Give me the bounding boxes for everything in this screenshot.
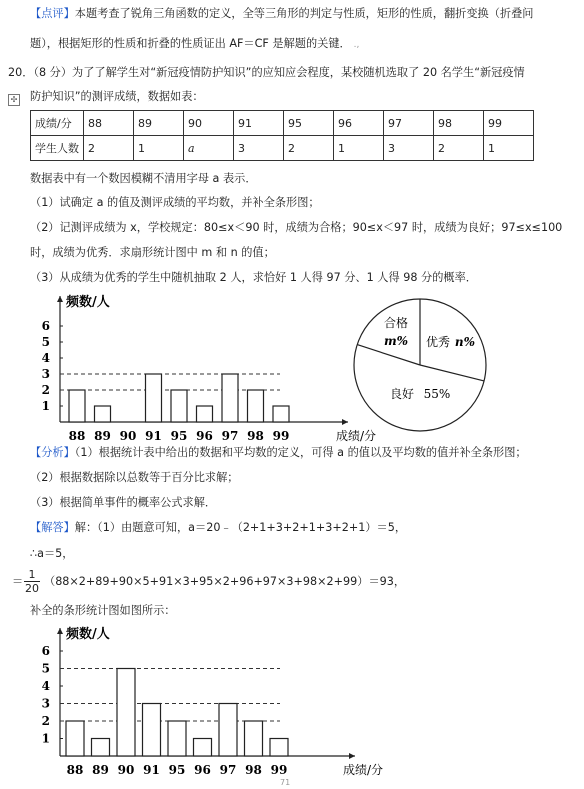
bar (92, 739, 110, 757)
question-part-3: （3）从成绩为优秀的学生中随机抽取 2 人，求恰好 1 人得 97 分、1 人得 98 分的概率． (30, 271, 477, 284)
x-axis-arrow (349, 753, 355, 759)
bar (194, 739, 212, 757)
fraction-numerator: 1 (28, 568, 36, 581)
review-text-2: 题），根据矩形的性质和折叠的性质证出 AF＝CF 是解题的关键． (30, 37, 351, 50)
table-cell: a (184, 136, 234, 161)
bar (222, 374, 238, 422)
question-line-2: 防护知识”的测评成绩，数据如表： (30, 90, 204, 103)
x-tick-label: 98 (247, 429, 264, 443)
x-axis-arrow (342, 419, 348, 425)
bar (69, 390, 85, 422)
table-cell: 97 (384, 111, 434, 136)
y-tick-label: 2 (41, 383, 50, 397)
table-cell: 98 (434, 111, 484, 136)
analysis-line-2: （2）根据数据除以总数等于百分比求解； (30, 471, 239, 484)
bar (273, 406, 289, 422)
page-number: 71 (280, 778, 291, 787)
bar (171, 390, 187, 422)
x-tick-label: 99 (270, 763, 288, 777)
bar (245, 721, 263, 756)
x-tick-label: 98 (245, 763, 262, 777)
bar (143, 704, 161, 757)
y-axis-label: 频数/人 (66, 295, 110, 310)
x-tick-label: 88 (68, 429, 86, 443)
analysis-line-3: （3）根据简单事件的概率公式求解． (30, 496, 217, 509)
solution-line-4: 补全的条形统计图如图所示： (30, 604, 176, 617)
question-note: 数据表中有一个数因模糊不清用字母 a 表示． (30, 172, 257, 185)
solution-line-1 (30, 520, 406, 536)
question-part-1: （1）试确定 a 的值及测评成绩的平均数，并补全条形图； (30, 196, 320, 209)
x-tick-label: 95 (168, 763, 186, 777)
y-axis-arrow (57, 296, 63, 302)
bar (248, 390, 264, 422)
bar (117, 669, 135, 757)
table-row (31, 111, 534, 136)
solution-text-1: 解：（1）由题意可知，a＝20﹣（2+1+3+2+1+3+2+1）＝5， (74, 521, 407, 534)
table-cell: 95 (284, 111, 334, 136)
review-line-1 (30, 6, 533, 22)
y-tick-label: 2 (41, 714, 50, 728)
fraction-denominator: 20 (25, 582, 39, 595)
table-cell: 91 (234, 111, 284, 136)
table-cell: 2 (284, 136, 334, 161)
solution-line-2: ∴a＝5， (30, 547, 74, 560)
table-cell: 99 (484, 111, 534, 136)
y-tick-label: 6 (41, 319, 50, 333)
table-move-handle-icon[interactable]: ✣ (8, 94, 20, 106)
analysis-line-1 (30, 445, 527, 461)
y-axis-arrow (57, 628, 63, 634)
table-cell: 学生人数 (31, 136, 84, 161)
x-tick-label: 89 (92, 763, 109, 777)
table-cell: 2 (434, 136, 484, 161)
pie-value-good: 55% (423, 387, 451, 401)
y-tick-label: 1 (41, 731, 50, 746)
table-cell: 1 (134, 136, 184, 161)
score-table (30, 110, 534, 161)
x-tick-label: 96 (194, 763, 211, 777)
table-cell: 96 (334, 111, 384, 136)
y-tick-label: 3 (41, 696, 50, 711)
analysis-text-1: （1）根据统计表中给出的数据和平均数的定义，可得 a 的值以及平均数的值并补全条形图； (74, 446, 527, 459)
x-tick-label: 97 (221, 429, 239, 443)
x-tick-label: 96 (196, 429, 213, 443)
review-line-2: 题），根据矩形的性质和折叠的性质证出 AF＝CF 是解题的关键． ., (30, 37, 360, 50)
review-tag: 【点评】 (30, 7, 75, 20)
table-cell: 3 (384, 136, 434, 161)
table-cell: 88 (84, 111, 134, 136)
x-tick-label: 90 (119, 429, 137, 443)
question-part-2-line-2: 时，成绩为优秀．求扇形统计图中 m 和 n 的值； (30, 246, 275, 259)
fraction (24, 568, 40, 595)
x-tick-label: 91 (145, 429, 162, 443)
table-cell: 89 (134, 111, 184, 136)
y-tick-label: 6 (41, 644, 50, 658)
bar (95, 406, 111, 422)
y-tick-label: 1 (41, 399, 50, 413)
pie-label-pass: 合格 (383, 316, 409, 330)
table-cell: 90 (184, 111, 234, 136)
y-tick-label: 3 (41, 367, 50, 381)
y-tick-label: 4 (41, 351, 50, 365)
x-tick-label: 95 (170, 429, 188, 443)
bar-chart-question (30, 288, 377, 448)
pie-chart (350, 295, 495, 435)
y-tick-label: 5 (41, 335, 50, 349)
bar (219, 704, 237, 757)
x-tick-label: 88 (66, 763, 84, 777)
pie-label-excellent: 优秀 (425, 335, 451, 349)
table-cell: 1 (334, 136, 384, 161)
pie-label-good: 良好 (389, 387, 415, 401)
table-row (31, 136, 534, 161)
x-axis-label: 成绩/分 (343, 763, 384, 777)
table-cell: 3 (234, 136, 284, 161)
question-part-2-line-1: （2）记测评成绩为 x，学校规定：80≤x＜90 时，成绩为合格；90≤x＜97 时，成绩为良好；97≤x≤100 (30, 221, 563, 234)
x-tick-label: 89 (94, 429, 111, 443)
bar (66, 721, 84, 756)
bar-chart-completed (30, 620, 384, 780)
solution-tag: 【解答】 (30, 521, 75, 534)
x-axis-label: 成绩/分 (336, 429, 377, 443)
bar (270, 739, 288, 757)
bar (146, 374, 162, 422)
x-tick-label: 91 (143, 763, 160, 777)
table-cell: 1 (484, 136, 534, 161)
pie-value-excellent: n% (454, 335, 476, 349)
question-line-1: 20．（8 分）为了了解学生对“新冠疫情防护知识”的应知应会程度，某校随机选取了 20 名学生“新冠疫情 (8, 66, 525, 79)
solution-eq-prefix: ＝ (12, 575, 24, 588)
x-tick-label: 97 (219, 763, 237, 777)
x-tick-label: 90 (117, 763, 135, 777)
pie-value-pass: m% (383, 334, 409, 348)
y-tick-label: 5 (41, 661, 50, 676)
y-tick-label: 4 (41, 679, 50, 693)
solution-line-3: （88×2+89+90×5+91×3+95×2+96+97×3+98×2+99）＝93， (44, 575, 406, 588)
analysis-tag: 【分析】 (30, 446, 75, 459)
bar (197, 406, 213, 422)
review-text-1: 本题考查了锐角三角函数的定义，全等三角形的判定与性质，矩形的性质，翻折变换（折叠问 (74, 7, 534, 20)
table-cell: 2 (84, 136, 134, 161)
x-tick-label: 99 (272, 429, 290, 443)
table-cell: 成绩/分 (31, 111, 84, 136)
bar (168, 721, 186, 756)
y-axis-label: 频数/人 (66, 627, 110, 642)
